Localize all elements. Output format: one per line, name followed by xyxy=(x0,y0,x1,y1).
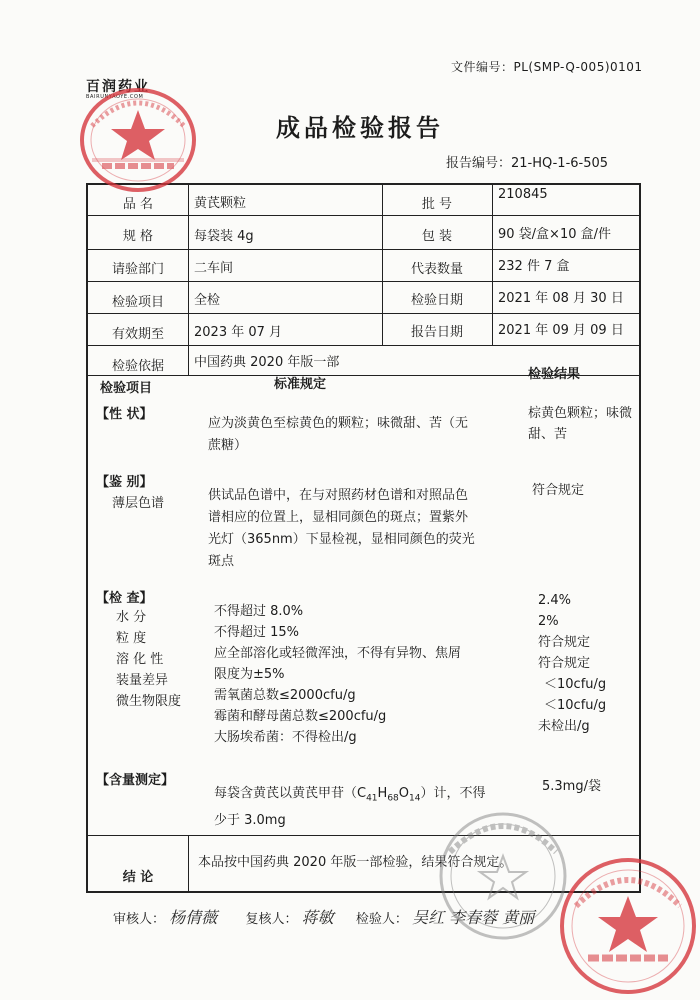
section-assay: 【含量测定】 xyxy=(96,773,175,788)
section-character: 【性 状】 xyxy=(96,407,153,422)
test-date-label: 检验日期 xyxy=(410,293,463,308)
valid-until-value: 2023 年 07 月 xyxy=(194,325,283,340)
inspection-standard: 应全部溶化或轻微浑浊，不得有异物、焦屑 xyxy=(214,646,462,661)
report-date-value: 2021 年 09 月 09 日 xyxy=(498,323,624,338)
assay-result: 5.3mg/袋 xyxy=(542,779,601,794)
quality-dept-stamp-bottom xyxy=(556,856,700,996)
inspection-results xyxy=(538,590,606,737)
inspection-result: 2.4% xyxy=(538,593,572,608)
batch-label: 批 号 xyxy=(421,197,453,212)
inspection-names xyxy=(116,607,181,712)
pack-value: 90 袋/盒×10 盒/件 xyxy=(498,227,612,242)
item-value: 全检 xyxy=(194,293,221,308)
inspection-name: 水 分 xyxy=(116,610,147,625)
page-title: 成品检验报告 xyxy=(276,114,444,142)
inspection-standard: 霉菌和酵母菌总数≤200cfu/g xyxy=(214,709,387,724)
checker-signature: 蒋敏 xyxy=(301,908,334,927)
reviewer-signature: 杨倩薇 xyxy=(169,908,218,927)
inspection-result: ＜10cfu/g xyxy=(544,677,607,692)
inspection-standard: 需氧菌总数≤2000cfu/g xyxy=(214,688,356,703)
inspection-result: 未检出/g xyxy=(538,719,590,734)
product-name-label: 品 名 xyxy=(122,197,154,212)
inspection-standard: 不得超过 8.0% xyxy=(214,604,304,619)
checker-label: 复核人： xyxy=(245,912,298,927)
basis-value: 中国药典 2020 年版一部 xyxy=(194,355,340,370)
report-number: 报告编号：21-HQ-1-6-505 xyxy=(446,156,609,171)
inspection-name: 粒 度 xyxy=(116,631,147,646)
assay-standard: 每袋含黄芪以黄芪甲苷$(C_{41}H_{68}O_{14})$计，不得 少于 3.0mg xyxy=(214,786,486,828)
report-table xyxy=(86,183,641,893)
conclusion-text: 本品按中国药典 2020 年版一部检验，结果符合规定。 xyxy=(198,855,513,870)
qty-label: 代表数量 xyxy=(410,262,463,277)
company-stamp-middle xyxy=(430,810,576,916)
dept-value: 二车间 xyxy=(194,261,234,276)
company-logo: 百润药业 xyxy=(86,79,150,95)
tlc-label: 薄层色谱 xyxy=(112,496,165,511)
qty-value: 232 件 7 盒 xyxy=(498,259,570,274)
report-date-label: 报告日期 xyxy=(410,325,463,340)
column-standard: 标准规定 xyxy=(274,377,327,392)
valid-until-label: 有效期至 xyxy=(111,327,164,342)
column-result: 检验结果 xyxy=(528,367,581,382)
inspection-result: 2% xyxy=(538,614,559,629)
inspector-label: 检验人： xyxy=(355,912,408,927)
reviewer-label: 审核人： xyxy=(113,912,166,927)
conclusion-label: 结 论 xyxy=(122,870,154,885)
inspection-result: 符合规定 xyxy=(538,635,591,650)
inspection-name: 微生物限度 xyxy=(116,694,182,709)
inspection-result: ＜10cfu/g xyxy=(544,698,607,713)
quality-dept-stamp-top xyxy=(76,86,202,190)
inspection-standard: 不得超过 15% xyxy=(214,625,300,640)
batch-value: 210845 xyxy=(498,187,548,202)
document-number: 文件编号：PL(SMP-Q-005)0101 xyxy=(451,60,643,74)
spec-label: 规 格 xyxy=(122,229,154,244)
item-label: 检验项目 xyxy=(111,295,164,310)
inspection-standard: 限度为±5% xyxy=(214,667,285,682)
inspection-standards xyxy=(214,601,461,748)
product-name-value: 黄芪颗粒 xyxy=(194,196,247,211)
column-item: 检验项目 xyxy=(100,381,153,396)
inspector-signature: 吴红 李春蓉 黄丽 xyxy=(412,908,535,927)
section-inspection: 【检 查】 xyxy=(96,591,153,606)
inspection-standard: 大肠埃希菌：不得检出/g xyxy=(214,730,357,745)
inspection-name: 装量差异 xyxy=(116,673,169,688)
test-date-value: 2021 年 08 月 30 日 xyxy=(498,291,624,306)
dept-label: 请验部门 xyxy=(111,262,164,277)
section-identification: 【鉴 别】 xyxy=(96,475,153,490)
character-result: 棕黄色颗粒；味微 甜、苦 xyxy=(528,406,633,442)
inspection-name: 溶 化 性 xyxy=(116,652,164,667)
inspection-result: 符合规定 xyxy=(538,656,591,671)
spec-value: 每袋装 4g xyxy=(194,229,254,244)
character-standard: 应为淡黄色至棕黄色的颗粒；味微甜、苦（无 蔗糖） xyxy=(208,416,469,453)
pack-label: 包 装 xyxy=(421,229,453,244)
identification-result: 符合规定 xyxy=(532,483,585,498)
identification-standard: 供试品色谱中，在与对照药材色谱和对照品色 谱相应的位置上，显相同颜色的斑点；置紫外 光灯（365nm）下显检视，显相同颜色的荧光 斑点 xyxy=(208,488,475,569)
company-logo-subtitle: BAIRUNYAOYE.COM xyxy=(86,94,144,100)
basis-label: 检验依据 xyxy=(111,359,164,374)
